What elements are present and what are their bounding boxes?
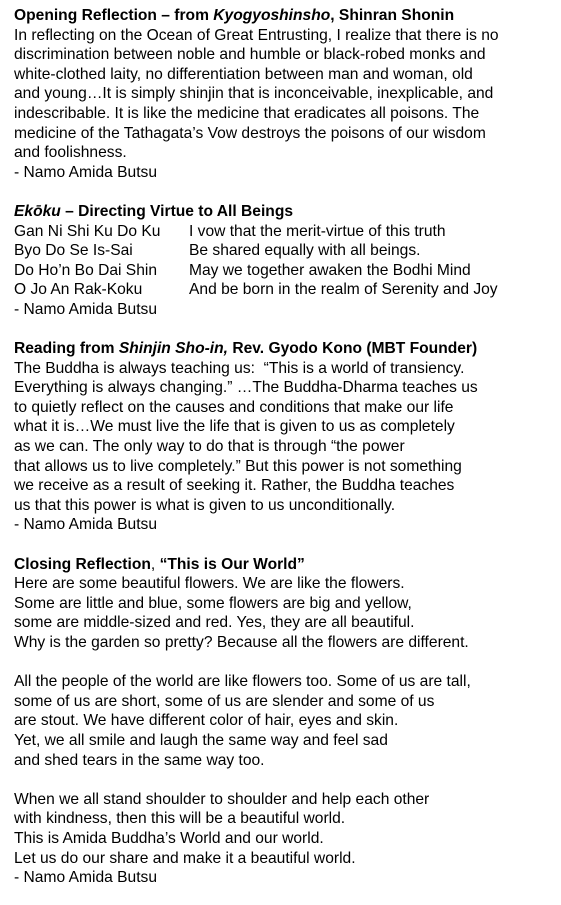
- ekoku-closing-line: - Namo Amida Butsu: [14, 300, 158, 318]
- gatha-english-line: May we together awaken the Bodhi Mind: [189, 261, 471, 279]
- closing-heading-prefix: Closing Reflection: [14, 555, 151, 573]
- section-divider: [14, 535, 561, 555]
- closing-reflection-section: [14, 555, 561, 888]
- reading-line: that allows us to live completely.” But this power is not something: [14, 457, 462, 475]
- closing-line: some of us are short, some of us are slender and some of us: [14, 692, 435, 710]
- reading-line: us that this power is what is given to us unconditionally.: [14, 496, 396, 514]
- opening-line: white-clothed laity, no differentiation between man and woman, old: [14, 65, 473, 83]
- opening-line: discrimination between noble and humble or black-robed monks and: [14, 46, 486, 64]
- closing-line: some are middle-sized and red. Yes, they are all beautiful.: [14, 614, 415, 632]
- opening-line: and foolishness.: [14, 144, 127, 162]
- reading-heading-suffix: Rev. Gyodo Kono (MBT Founder): [228, 340, 478, 358]
- gatha-japanese-line: Gan Ni Shi Ku Do Ku: [14, 222, 161, 240]
- reading-line: The Buddha is always teaching us: “This is a world of transiency.: [14, 359, 465, 377]
- opening-reflection-heading: [14, 6, 561, 26]
- closing-line: When we all stand shoulder to shoulder and help each other: [14, 790, 430, 808]
- closing-line: are stout. We have different color of hair, eyes and skin.: [14, 712, 399, 730]
- closing-heading-suffix-wrap: ,: [150, 555, 160, 573]
- closing-line: and shed tears in the same way too.: [14, 751, 265, 769]
- opening-heading-title: Kyogyoshinsho: [213, 7, 331, 24]
- opening-closing-line: - Namo Amida Butsu: [14, 163, 158, 181]
- section-divider: [14, 320, 561, 340]
- opening-line: medicine of the Tathagata’s Vow destroys the poisons of our wisdom: [14, 124, 486, 142]
- reading-heading-title: Shinjin Sho-in,: [118, 340, 228, 358]
- ekoku-heading-suffix: – Directing Virtue to All Beings: [60, 202, 294, 220]
- reading-line: to quietly reflect on the causes and conditions that make our life: [14, 398, 454, 416]
- gatha-japanese-line: Do Ho’n Bo Dai Shin: [14, 261, 158, 279]
- opening-line: and young…It is simply shinjin that is inconceivable, inexplicable, and: [14, 85, 494, 103]
- closing-line: All the people of the world are like flowers too. Some of us are tall,: [14, 673, 471, 691]
- opening-line: In reflecting on the Ocean of Great Entrusting, I realize that there is no: [14, 26, 499, 44]
- reading-line: Everything is always changing.” …The Buddha-Dharma teaches us: [14, 379, 478, 397]
- gatha-japanese-line: O Jo An Rak-Koku: [14, 281, 143, 299]
- reading-heading-prefix: Reading from: [14, 340, 119, 358]
- reading-line: we receive as a result of seeking it. Rather, the Buddha teaches: [14, 477, 455, 495]
- gatha-english-line: I vow that the merit-virtue of this truth: [189, 222, 446, 240]
- paragraph-divider: [14, 770, 561, 790]
- gatha-japanese-line: Byo Do Se Is-Sai: [14, 242, 133, 260]
- closing-heading-title: “This is Our World”: [159, 555, 305, 573]
- gatha-english-line: And be born in the realm of Serenity and Joy: [189, 281, 498, 299]
- closing-line: Here are some beautiful flowers. We are like the flowers.: [14, 575, 405, 593]
- closing-line: with kindness, then this will be a beautiful world.: [14, 810, 346, 828]
- reading-line: as we can. The only way to do that is through “the power: [14, 438, 405, 456]
- opening-line: indescribable. It is like the medicine that eradicates all poisons. The: [14, 104, 480, 122]
- closing-line: Some are little and blue, some flowers are big and yellow,: [14, 594, 412, 612]
- closing-line: Yet, we all smile and laugh the same way and feel sad: [14, 731, 388, 749]
- opening-heading-suffix: , Shinran Shonin: [330, 7, 455, 24]
- ekoku-gatha: [14, 222, 561, 300]
- closing-line: This is Amida Buddha’s World and our world.: [14, 829, 324, 847]
- gatha-english-line: Be shared equally with all beings.: [189, 242, 421, 260]
- ekoku-heading-title: Ekōku: [14, 202, 61, 220]
- ekoku-heading: [14, 202, 561, 222]
- opening-reflection-section: [14, 6, 561, 182]
- reading-closing-line: - Namo Amida Butsu: [14, 516, 158, 534]
- section-divider: [14, 182, 561, 202]
- paragraph-divider: [14, 653, 561, 673]
- opening-heading-prefix: Opening Reflection – from: [14, 7, 214, 24]
- ekoku-section: [14, 202, 561, 320]
- closing-line: Why is the garden so pretty? Because all the flowers are different.: [14, 634, 469, 651]
- closing-reflection-heading: [14, 555, 561, 575]
- reading-line: what it is…We must live the life that is given to us as completely: [14, 418, 455, 436]
- closing-closing-line: - Namo Amida Butsu: [14, 869, 158, 887]
- closing-line: Let us do our share and make it a beautiful world.: [14, 849, 356, 867]
- reading-heading: [14, 339, 561, 359]
- reading-section: [14, 339, 561, 535]
